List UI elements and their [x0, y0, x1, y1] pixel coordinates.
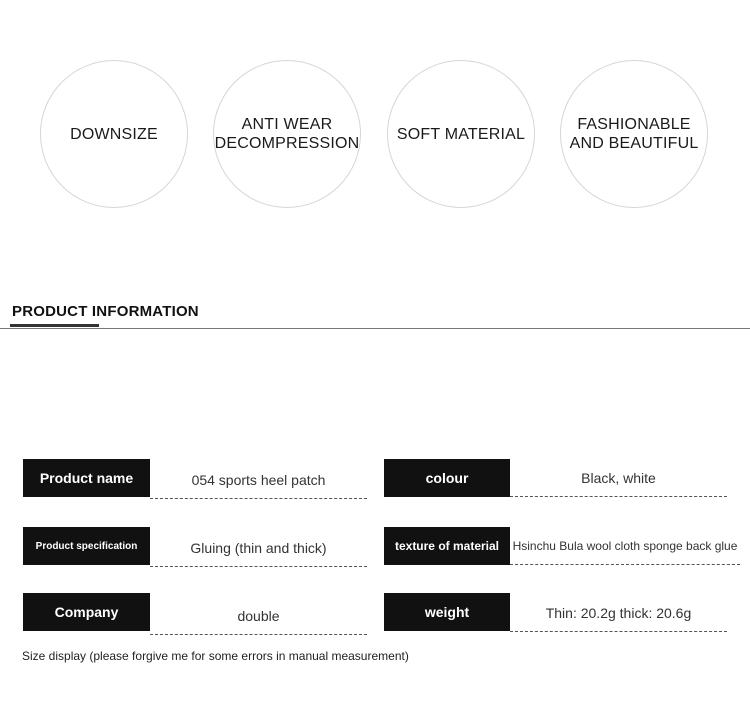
feature-circle-soft-material [387, 60, 535, 208]
value-weight: Thin: 20.2g thick: 20.6g [510, 594, 727, 632]
label-product-name: Product name [23, 459, 150, 497]
value-company: double [150, 597, 367, 635]
title-underline [10, 324, 99, 327]
feature-label: DOWNSIZE [70, 125, 158, 143]
label-company: Company [23, 593, 150, 631]
feature-label: AND BEAUTIFUL [569, 135, 699, 152]
feature-circle-downsize [40, 60, 188, 208]
feature-circle-anti-wear [213, 60, 361, 208]
section-divider [0, 328, 750, 329]
value-product-specification: Gluing (thin and thick) [150, 529, 367, 567]
value-texture-of-material: Hsinchu Bula wool cloth sponge back glue [510, 527, 740, 565]
feature-label: SOFT MATERIAL [396, 125, 526, 143]
label-weight: weight [384, 593, 510, 631]
value-colour: Black, white [510, 459, 727, 497]
feature-circle-fashionable [560, 60, 708, 208]
feature-label: ANTI WEAR [241, 116, 333, 133]
label-product-specification: Product specification [23, 527, 150, 565]
label-colour: colour [384, 459, 510, 497]
section-title: PRODUCT INFORMATION [12, 303, 199, 320]
label-texture-of-material: texture of material [384, 527, 510, 565]
value-product-name: 054 sports heel patch [150, 461, 367, 499]
feature-label: FASHIONABLE [577, 116, 691, 133]
size-display-note: Size display (please forgive me for some errors in manual measurement) [22, 649, 409, 663]
feature-label: DECOMPRESSION [214, 135, 360, 152]
